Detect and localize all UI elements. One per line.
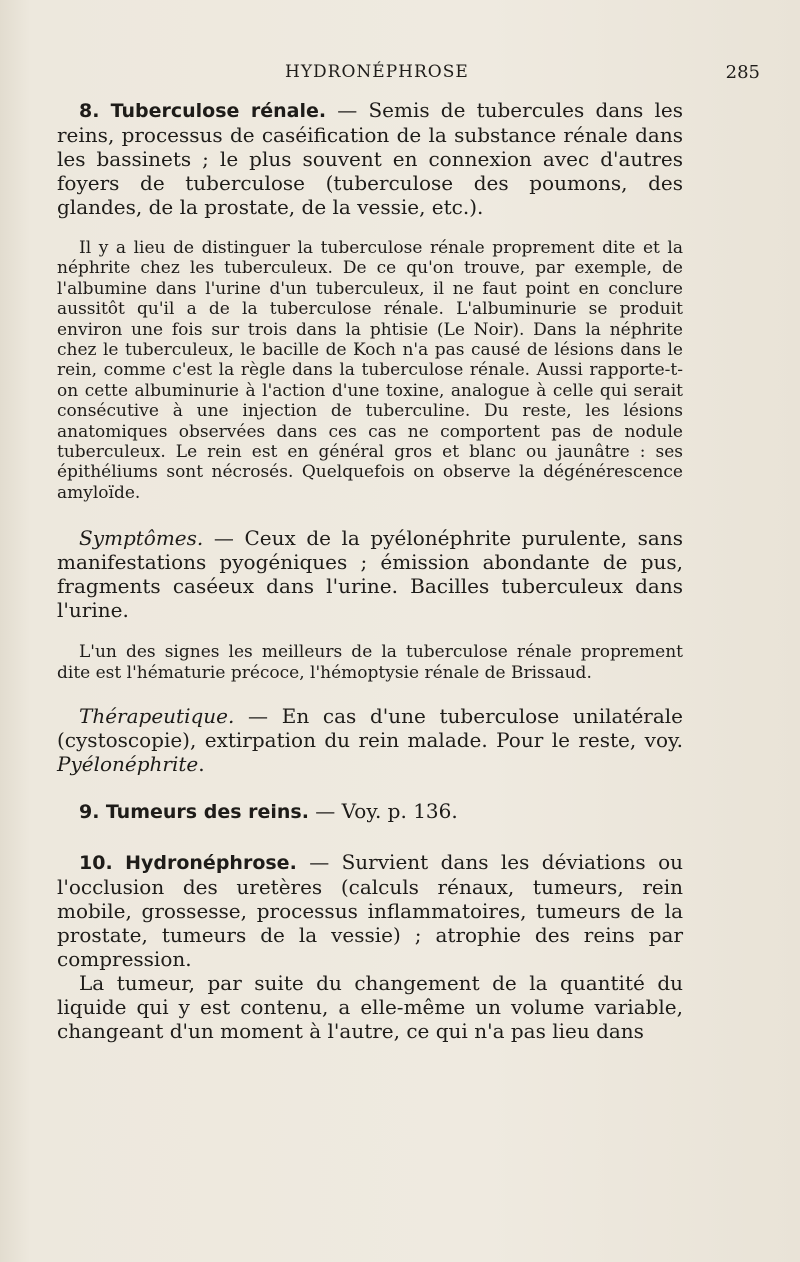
pyelonephrite-reference: Pyélonéphrite: [57, 752, 199, 777]
therapeutique-text: — En cas d'une tuberculose unilatérale (cystoscopie), extirpation du rein malade. Pour le reste, voy.: [57, 704, 683, 753]
section-10-number: 10.: [79, 852, 113, 875]
section-10-text: — Survient dans les déviations ou l'occlusion des uretères (calculs rénaux, tumeurs, rein mobile, grossesse, processus inflammatoires, tumeurs de la prostate, tumeurs de la vessie) ; atrophie des reins par compression.: [57, 850, 684, 972]
therapeutique-label: Thérapeutique.: [79, 704, 235, 729]
section-8-title: Tuberculose rénale.: [110, 100, 327, 122]
section-9-number: 9.: [79, 801, 100, 824]
symptomes-text: — Ceux de la pyélonéphrite purulente, sans manifestations pyogéniques ; émission abondante de pus, fragments caséeux dans l'urine. Bacilles tuberculeux dans l'urine.: [57, 526, 683, 623]
running-title: HYDRONÉPHROSE: [285, 62, 469, 82]
section-10-paragraph: [57, 850, 683, 971]
page-body: [57, 98, 683, 1043]
therapeutique-end: .: [198, 752, 205, 777]
section-9-paragraph: [57, 799, 683, 824]
symptomes-label: Symptômes.: [79, 526, 204, 551]
section-9-text: — Voy. p. 136.: [308, 799, 458, 824]
symptomes-paragraph: [57, 526, 683, 622]
section-8-paragraph: [57, 98, 683, 219]
page-header: [0, 62, 800, 86]
page-number: 285: [725, 62, 760, 83]
section-10-title: Hydronéphrose.: [125, 852, 297, 875]
note-paragraph: Il y a lieu de distinguer la tuberculose rénale proprement dite et la néphrite chez les tuberculeux. De ce qu'on trouve, par exemple, de l'albumine dans l'urine d'un tuberculeux, il ne faut point en conclure aussitôt qu'il a de la tuberculose rénale. L'albuminurie se produit environ une fois sur trois dans la phtisie (Le Noir). Dans la néphrite chez le tuberculeux, le bacille de Koch n'a pas causé de lésions dans le rein, comme c'est la règle dans la tuberculose rénale. Aussi rapporte-t-on cette albuminurie à l'action d'une toxine, analogue à celle qui serait consécutive à une injection de tuberculine. Du reste, les lésions anatomiques observées dans ces cas ne comportent pas de nodule tuberculeux. Le rein est en général gros et blanc ou jaunâtre : ses épithéliums sont nécrosés. Quelquefois on observe la dégénérescence amyloïde.: [57, 238, 683, 503]
section-8-text: — Semis de tubercules dans les reins, processus de caséification de la substance rénale dans les bassinets ; le plus souvent en connexion avec d'autres foyers de tuberculose (tuberculose des poumons, des glandes, de la prostate, de la vessie, etc.).: [57, 98, 683, 219]
therapeutique-paragraph: [57, 704, 683, 776]
brissaud-paragraph: L'un des signes les meilleurs de la tuberculose rénale proprement dite est l'hématurie précoce, l'hémoptysie rénale de Brissaud.: [57, 642, 683, 683]
section-9-title: Tumeurs des reins.: [105, 801, 309, 824]
section-8-number: 8.: [79, 100, 100, 122]
section-10-continuation: La tumeur, par suite du changement de la quantité du liquide qui y est contenu, a elle-même un volume variable, changeant d'un moment à l'autre, ce qui n'a pas lieu dans: [57, 971, 683, 1044]
